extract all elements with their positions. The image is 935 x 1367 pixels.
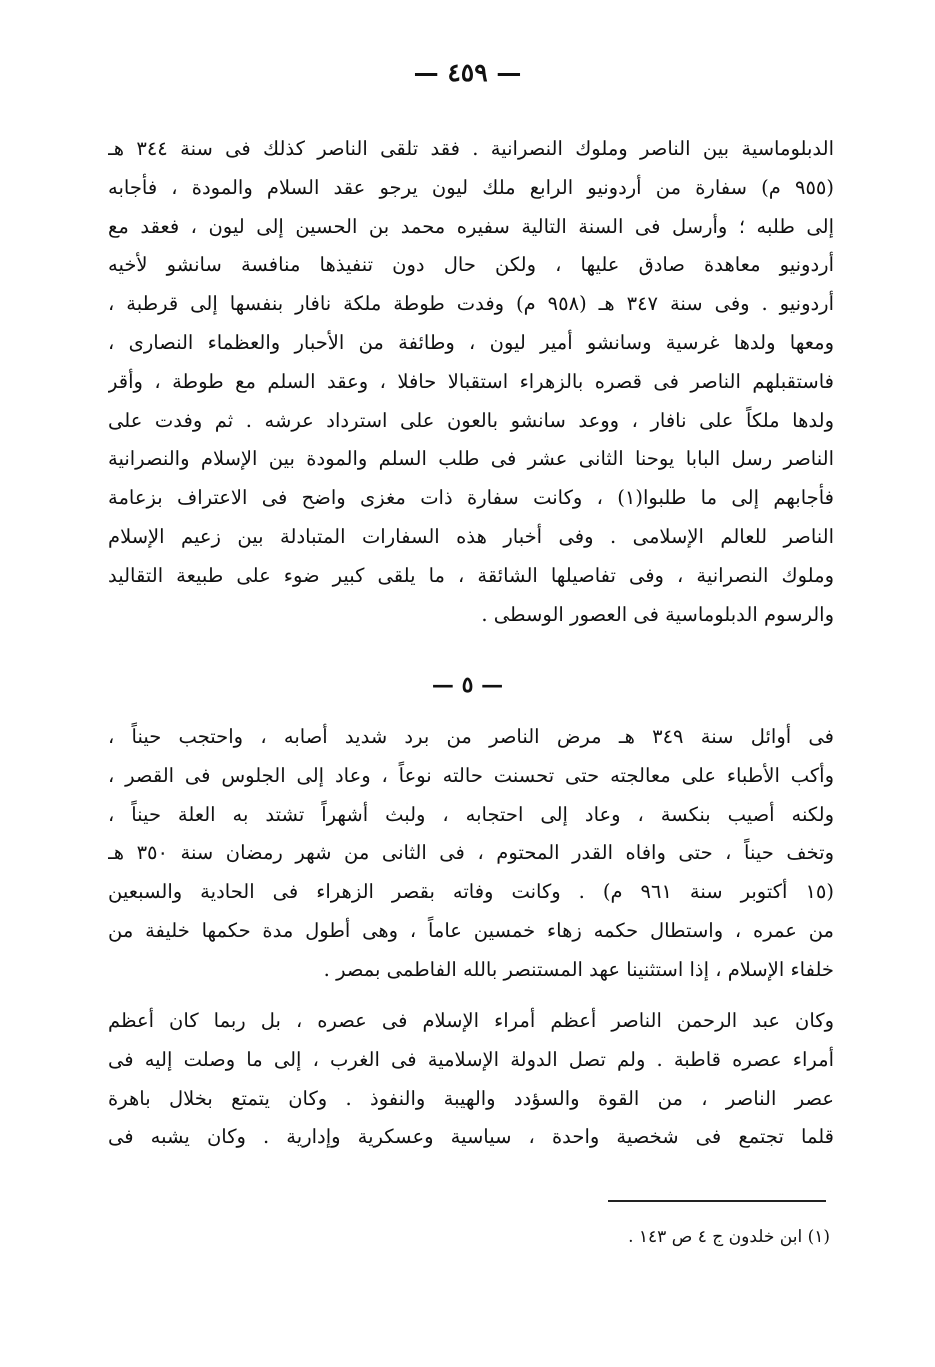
footnote: (١) ابن خلدون ج ٤ ص ١٤٣ . xyxy=(628,1227,830,1247)
text-line: ومعها ولدها غرسية وسانشو أمير ليون ، وطائفة من الأحبار والعظماء النصارى ، xyxy=(108,330,834,354)
text-line: من عمره ، واستطال حكمه زهاء خمسين عاماً ، وهى أطول مدة حكمها خليفة من xyxy=(108,918,834,942)
text-line: وكان عبد الرحمن الناصر أعظم أمراء الإسلام فى عصره ، بل ربما كان أعظم xyxy=(108,1009,834,1032)
section-marker: — ٥ — xyxy=(431,672,504,698)
paragraph-illness-death xyxy=(108,718,834,990)
text-line: إلى طلبه ؛ وأرسل فى السنة التالية سفيره محمد بن الحسين إلى ليون ، فعقد مع xyxy=(108,214,834,238)
text-line: الناصر للعالم الإسلامى . وفى أخبار هذه السفارات المتبادلة بين زعيم الإسلام xyxy=(108,524,834,548)
text-line: أردونيو . وفى سنة ٣٤٧ هـ (٩٥٨ م) وفدت طوطة ملكة نافار بنفسها إلى قرطبة ، xyxy=(108,292,834,316)
paragraph-diplomacy xyxy=(108,130,834,634)
text-line: قلما تجتمع فى شخصية واحدة ، سياسية وعسكرية وإدارية . وكان يشبه فى xyxy=(108,1125,834,1149)
text-line: عصر الناصر ، من القوة والسؤدد والهيبة والنفوذ . وكان يتمتع بخلال باهرة xyxy=(108,1086,834,1110)
page-number: — ٤٥٩ — xyxy=(413,58,522,87)
paragraph-assessment xyxy=(108,1002,834,1157)
text-line: والرسوم الدبلوماسية فى العصور الوسطى . xyxy=(481,602,834,626)
text-line: أردونيو معاهدة صادق عليها ، ولكن حال دون تنفيذها منافسة سانشو لأخيه xyxy=(108,253,834,277)
text-line: فاستقبلهم الناصر فى قصره بالزهراء استقبالا حافلا ، وعقد السلم مع طوطة ، وأقر xyxy=(108,369,834,393)
text-line: الدبلوماسية بين الناصر وملوك النصرانية . فقد تلقى الناصر كذلك فى سنة ٣٤٤ هـ xyxy=(108,137,834,160)
text-line: وتخف حيناً ، حتى وافاه القدر المحتوم ، فى الثانى من شهر رمضان سنة ٣٥٠ هـ xyxy=(108,841,834,865)
text-line: وملوك النصرانية ، وفى تفاصيلها الشائقة ، ما يلقى كبير ضوء على طبيعة التقاليد xyxy=(108,563,834,587)
text-line: الناصر رسل البابا يوحنا الثانى عشر فى طلب السلم والمودة بين الإسلام والنصرانية xyxy=(108,447,834,471)
text-line: أمراء عصره قاطبة . ولم تصل الدولة الإسلامية فى الغرب ، إلى ما وصلت إليه فى xyxy=(108,1047,834,1071)
text-line: وأكب الأطباء على معالجته حتى تحسنت حالته نوعاً ، وعاد إلى الجلوس فى القصر ، xyxy=(108,763,834,787)
text-line: (٩٥٥ م) سفارة من أردونيو الرابع ملك ليون يرجو عقد السلام والمودة ، فأجابه xyxy=(108,175,834,199)
text-line: ولدها ملكاً على نافار ، ووعد سانشو بالعون على استرداد عرشه . ثم وفدت على xyxy=(108,408,834,432)
text-line: (١٥ أكتوبر سنة ٩٦١ م) . وكانت وفاته بقصر الزهراء فى الحادية والسبعين xyxy=(108,880,834,904)
text-line: خلفاء الإسلام ، إذا استثنينا عهد المستنصر بالله الفاطمى بمصر . xyxy=(323,957,834,981)
text-line: فأجابهم إلى ما طلبوا(١) ، وكانت سفارة ذات مغزى واضح فى الاعتراف بزعامة xyxy=(108,486,834,510)
text-line: فى أوائل سنة ٣٤٩ هـ مرض الناصر من برد شديد أصابه ، واحتجب حيناً ، xyxy=(108,725,834,748)
text-line: ولكنه أصيب بنكسة ، وعاد إلى احتجابه ، ولبث أشهراً تشتد به العلة حيناً ، xyxy=(108,802,834,826)
footnote-divider xyxy=(608,1200,826,1202)
